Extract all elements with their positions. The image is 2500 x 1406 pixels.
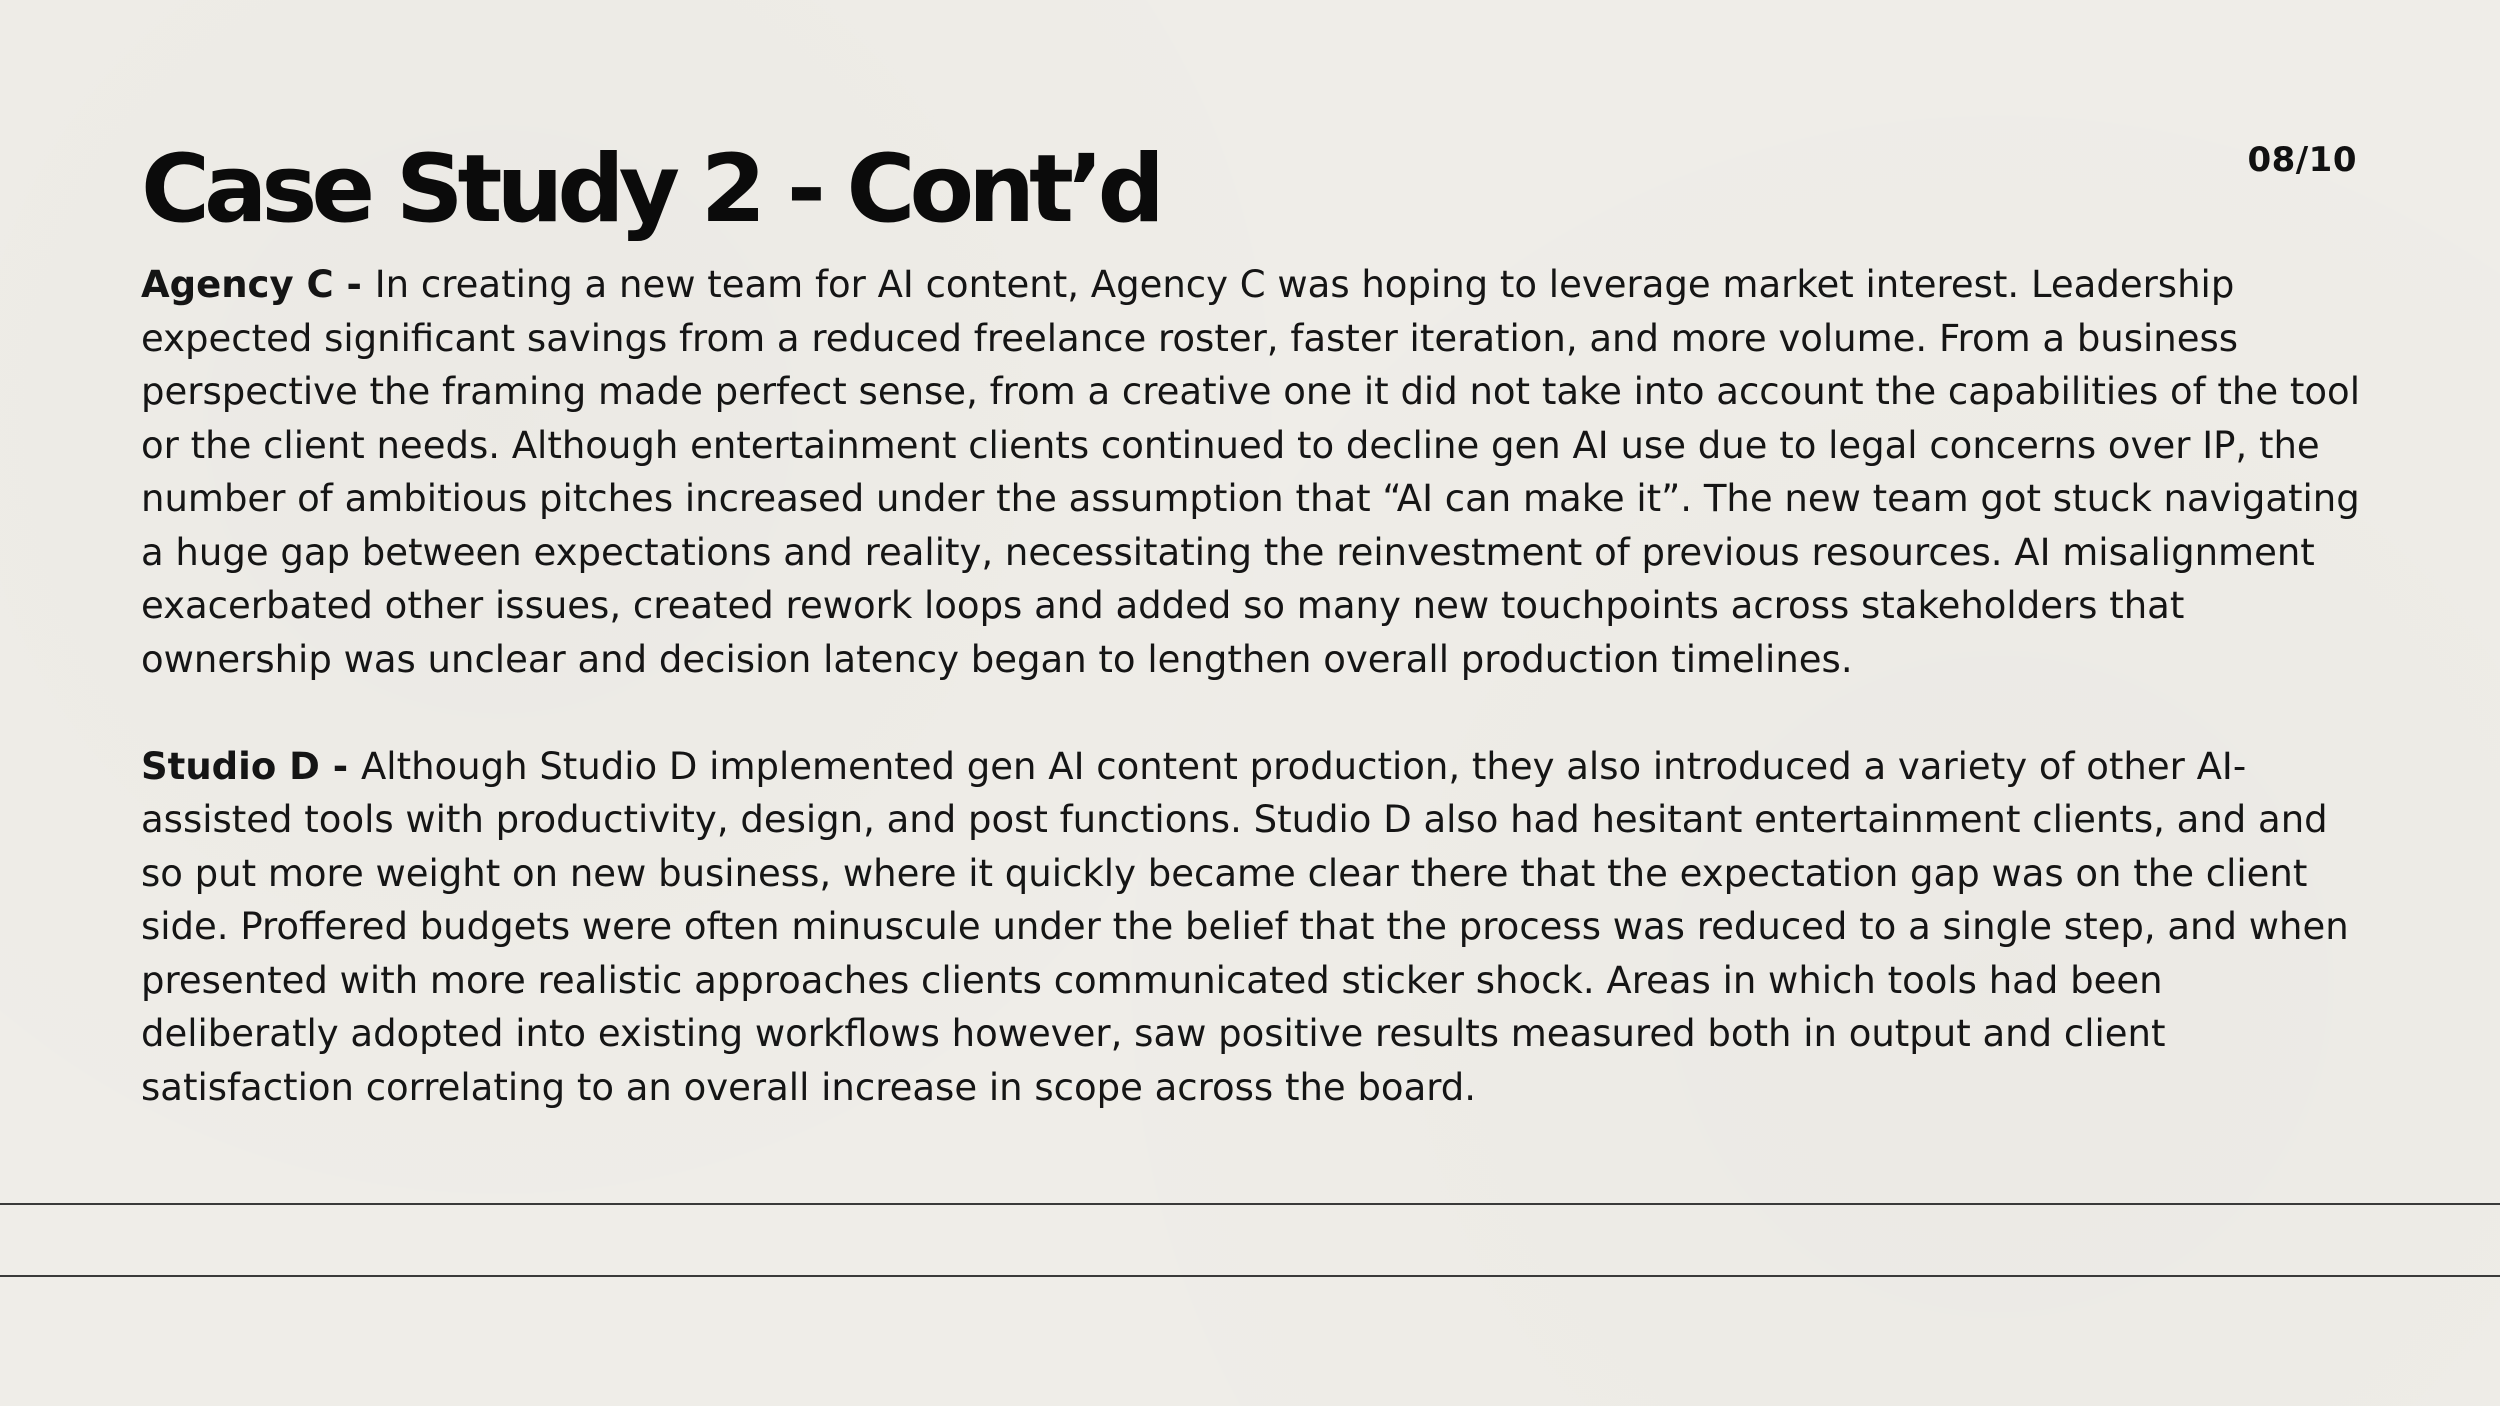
slide-title: Case Study 2 - Cont’d — [141, 135, 1159, 244]
agency-c-label: Agency C - — [141, 263, 375, 306]
page-number: 08/10 — [2247, 140, 2357, 180]
studio-d-text: Although Studio D implemented gen AI content production, they also introduced a variety of other AI-assisted tools with productivity, design, and post functions. Studio D also had hesitant entertainment clients, and and so put more weight on new business, where it quickly became clear there that the expectation gap was on the client side. Proffered budgets were often minuscule under the belief that the process was reduced to a single step, and when presented with more realistic approaches clients communicated sticker shock. Areas in which tools had been deliberatly adopted into existing workflows however, saw positive results measured both in output and client satisfaction correlating to an overall increase in scope across the board. — [141, 744, 2349, 1109]
top-divider-line — [0, 1203, 2500, 1205]
studio-d-label: Studio D - — [141, 744, 361, 788]
bottom-divider-line — [0, 1275, 2500, 1277]
studio-d-paragraph — [141, 740, 2366, 1115]
agency-c-text: In creating a new team for AI content, Agency C was hoping to leverage market interest. Leadership expected significant savings from a reduced freelance roster, faster iteration, and more volume. From a business perspective the framing made perfect sense, from a creative one it did not take into account the capabilities of the tool or the client needs. Although entertainment clients continued to decline gen AI use due to legal concerns over IP, the number of ambitious pitches increased under the assumption that “AI can make it”. The new team got stuck navigating a huge gap between expectations and reality, necessitating the reinvestment of previous resources. AI misalignment exacerbated other issues, created rework loops and added so many new touchpoints across stakeholders that ownership was unclear and decision latency began to lengthen overall production timelines. — [141, 263, 2360, 681]
agency-c-paragraph — [141, 258, 2366, 686]
case-study-body — [141, 258, 2366, 1114]
